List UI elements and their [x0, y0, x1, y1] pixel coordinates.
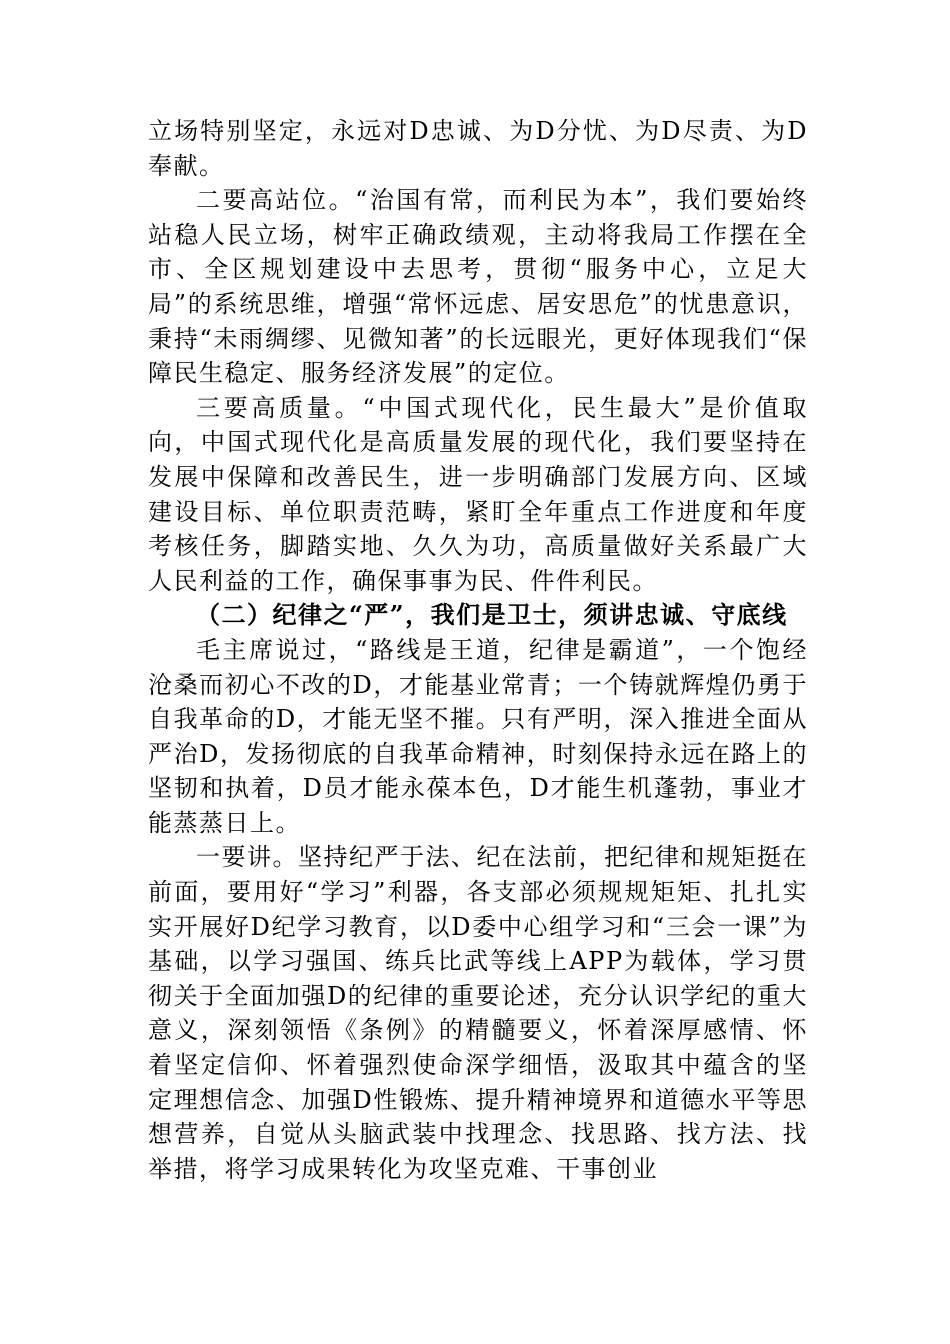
- paragraph-continuation: 立场特别坚定，永远对D忠诚、为D分忧、为D尽责、为D奉献。: [148, 117, 808, 180]
- paragraph-chairman-quote: 毛主席说过，“路线是王道，纪律是霸道”，一个饱经沧桑而初心不改的D，才能基业常青；一个铸就辉煌仍勇于自我革命的D，才能无坚不摧。只有严明，深入推进全面从严治D，发扬彻底的自我革命精神，时刻保持永远在路上的坚韧和执着，D员才能永葆本色，D才能生机蓬勃，事业才能蒸蒸日上。: [148, 635, 808, 837]
- paragraph-high-standpoint: 二要高站位。“治国有常，而利民为本”，我们要始终站稳人民立场，树牢正确政绩观，主动将我局工作摆在全市、全区规划建设中去思考，贯彻“服务中心，立足大局”的系统思维，增强“常怀远虑、居安思危”的忧患意识，秉持“未雨绸缪、见微知著”的长远眼光，更好体现我们“保障民生稳定、服务经济发展”的定位。: [148, 186, 808, 388]
- paragraph-high-quality: 三要高质量。“中国式现代化，民生最大”是价值取向，中国式现代化是高质量发展的现代化，我们要坚持在发展中保障和改善民生，进一步明确部门发展方向、区域建设目标、单位职责范畴，紧盯全年重点工作进度和年度考核任务，脚踏实地、久久为功，高质量做好关系最广大人民利益的工作，确保事事为民、件件利民。: [148, 393, 808, 595]
- document-body: [148, 114, 808, 1186]
- paragraph-study-discipline: 一要讲。坚持纪严于法、纪在法前，把纪律和规矩挺在前面，要用好“学习”利器，各支部必须规规矩矩、扎扎实实开展好D纪学习教育，以D委中心组学习和“三会一课”为基础，以学习强国、练兵比武等线上APP为载体，学习贯彻关于全面加强D的纪律的重要论述，充分认识学纪的重大意义，深刻领悟《条例》的精髓要义，怀着深厚感情、怀着坚定信仰、怀着强烈使命深学细悟，汲取其中蕴含的坚定理想信念、加强D性锻炼、提升精神境界和道德水平等思想营养，自觉从头脑武装中找理念、找思路、找方法、找举措，将学习成果转化为攻坚克难、干事创业: [148, 843, 808, 1183]
- section-heading-discipline: （二）纪律之“严”，我们是卫士，须讲忠诚、守底线: [196, 600, 788, 630]
